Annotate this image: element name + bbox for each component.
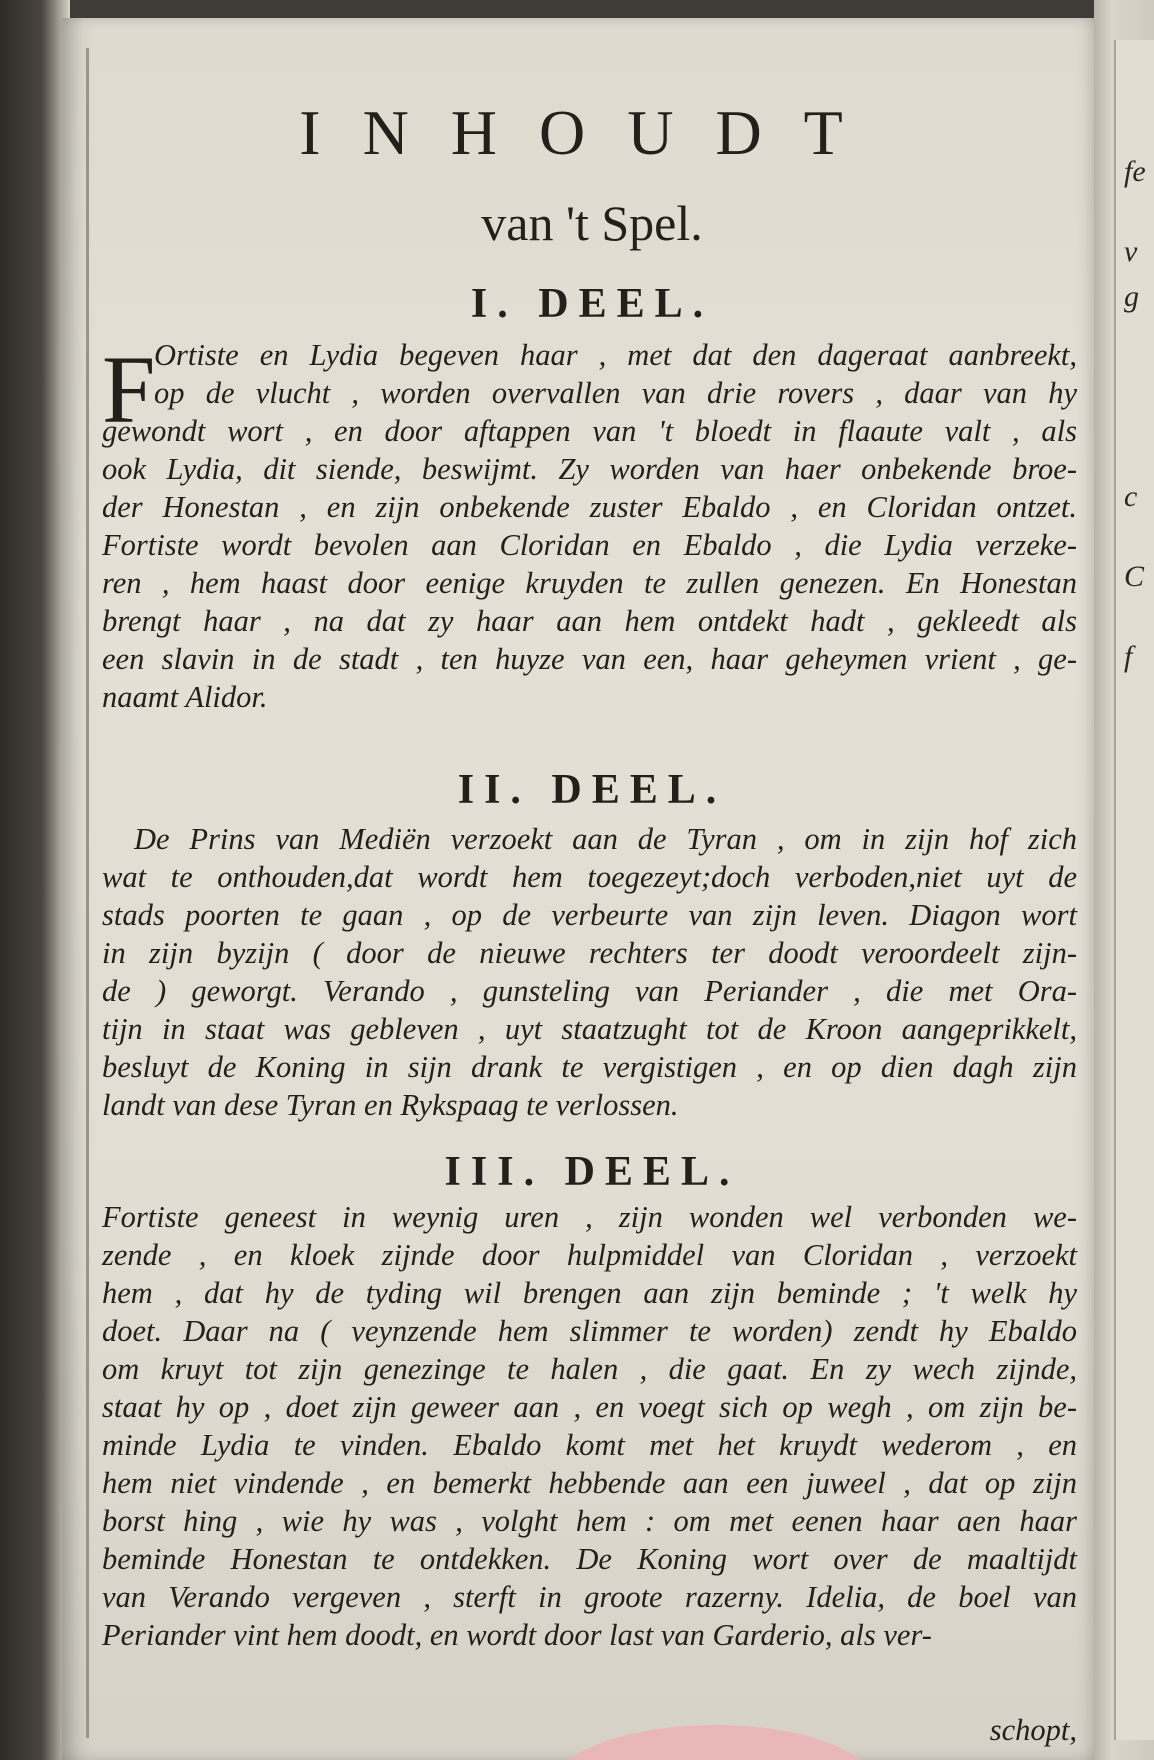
text-line: tijn in staat was gebleven , uyt staatzught tot de Kroon aangeprikkelt, bbox=[102, 1012, 1077, 1046]
page-subtitle: van 't Spel. bbox=[481, 195, 703, 251]
text-line: ren , hem haast door eenige kruyden te zullen genezen. En Honestan bbox=[102, 566, 1077, 600]
next-page-fragment: g bbox=[1124, 280, 1139, 313]
text-line: brengt haar , na dat zy haar aan hem ontdekt hadt , gekleedt als bbox=[102, 604, 1077, 638]
text-line: ook Lydia, dit siende, beswijmt. Zy worden van haer onbekende broe- bbox=[102, 452, 1077, 486]
text-line: om kruyt tot zijn genezinge te halen , die gaat. En zy wech zijnde, bbox=[102, 1352, 1077, 1386]
text-line: naamt Alidor. bbox=[102, 680, 268, 714]
text-line: zende , en kloek zijnde door hulpmiddel van Cloridan , verzoekt bbox=[102, 1238, 1077, 1272]
backdrop-left bbox=[0, 0, 70, 1760]
section-text-3 bbox=[102, 1198, 1077, 1654]
next-page-fragment: C bbox=[1124, 560, 1145, 593]
text-line: een slavin in de stadt , ten huyze van een, haar geheymen vrient , ge- bbox=[102, 642, 1077, 676]
section-heading-3: III. DEEL. bbox=[444, 1149, 740, 1195]
text-line: minde Lydia te vinden. Ebaldo komt met het kruydt wederom , en bbox=[102, 1428, 1077, 1462]
text-line: Fortiste wordt bevolen aan Cloridan en Ebaldo , die Lydia verzeke- bbox=[102, 528, 1077, 562]
text-line: van Verando vergeven , sterft in groote razerny. Idelia, de boel van bbox=[102, 1580, 1077, 1614]
next-page-edge bbox=[1114, 40, 1154, 1740]
text-line: wat te onthouden,dat wordt hem toegezeyt;doch verboden,niet uyt de bbox=[102, 860, 1077, 894]
text-line: stads poorten te gaan , op de verbeurte van zijn leven. Diagon wort bbox=[102, 898, 1077, 932]
text-line: Ortiste en Lydia begeven haar , met dat den dageraat aanbreekt, bbox=[154, 338, 1077, 372]
book-page bbox=[62, 18, 1094, 1760]
gutter-line bbox=[86, 48, 89, 1738]
page-title: INHOUDT bbox=[299, 97, 885, 168]
section-heading-2: II. DEEL. bbox=[457, 767, 727, 813]
text-line: hem , dat hy de tyding wil brengen aan zijn beminde ; 't welk hy bbox=[102, 1276, 1077, 1310]
text-line: borst hing , wie hy was , volght hem : om met eenen haar aen haar bbox=[102, 1504, 1077, 1538]
catchword: schopt, bbox=[989, 1713, 1077, 1747]
text-line: op de vlucht , worden overvallen van drie rovers , daar van hy bbox=[154, 376, 1077, 410]
section-heading-1: I. DEEL. bbox=[470, 281, 714, 327]
text-line: gewondt wort , en door aftappen van 't bloedt in flaaute valt , als bbox=[102, 414, 1077, 448]
section-text-2 bbox=[102, 820, 1077, 1124]
text-line: hem niet vindende , en bemerkt hebbende aan een juweel , dat op zijn bbox=[102, 1466, 1077, 1500]
next-page-fragment: v bbox=[1124, 235, 1138, 268]
text-line: de ) geworgt. Verando , gunsteling van Periander , die met Ora- bbox=[102, 974, 1077, 1008]
text-line: staat hy op , doet zijn geweer aan , en voegt sich op wegh , om zijn be- bbox=[102, 1390, 1077, 1424]
next-page-fragment: fe bbox=[1124, 155, 1146, 188]
text-line: der Honestan , en zijn onbekende zuster Ebaldo , en Cloridan ontzet. bbox=[102, 490, 1077, 524]
text-line: in zijn byzijn ( door de nieuwe rechters ter doodt veroordeelt zijn- bbox=[102, 936, 1077, 970]
text-line: Fortiste geneest in weynig uren , zijn wonden wel verbonden we- bbox=[102, 1200, 1077, 1234]
text-line: landt van dese Tyran en Rykspaag te verlossen. bbox=[102, 1088, 679, 1122]
text-line: De Prins van Mediën verzoekt aan de Tyran , om in zijn hof zich bbox=[134, 822, 1077, 856]
text-line: doet. Daar na ( veynzende hem slimmer te worden) zendt hy Ebaldo bbox=[102, 1314, 1077, 1348]
next-page-fragment: f bbox=[1124, 640, 1133, 673]
text-line: besluyt de Koning in sijn drank te vergistigen , en op dien dagh zijn bbox=[102, 1050, 1077, 1084]
drop-cap-initial: F bbox=[102, 336, 156, 443]
next-page-fragment: c bbox=[1124, 480, 1138, 513]
text-line: beminde Honestan te ontdekken. De Koning wort over de maaltijdt bbox=[102, 1542, 1077, 1576]
section-text-1 bbox=[102, 336, 1077, 716]
text-line: Periander vint hem doodt, en wordt door last van Garderio, als ver- bbox=[102, 1618, 932, 1652]
